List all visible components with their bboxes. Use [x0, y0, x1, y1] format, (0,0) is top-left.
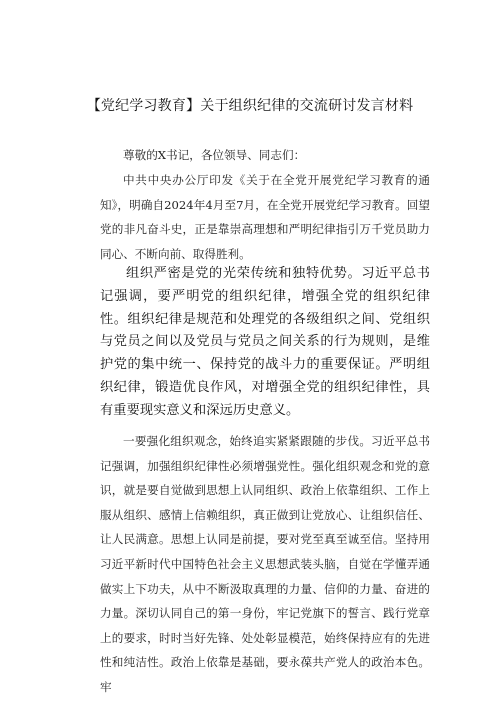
paragraph-notice: 中共中央办公厅印发《关于在全党开展党纪学习教育的通知》，明确自2024年4月至7月，在全党开展党纪学习教育。回望党的非凡奋斗史，正是靠崇高理想和严明纪律指引万千党员助力同心、不断向前、取得胜利。 — [100, 173, 430, 261]
salutation: 尊敬的X书记，各位领导、同志们： — [123, 148, 306, 162]
document-title: 【党纪学习教育】关于组织纪律的交流研讨发言材料 — [86, 98, 414, 114]
paragraph-organization-discipline: 组织严密是党的光荣传统和独特优势。习近平总书记强调，要严明党的组织纪律，增强全党的组织纪律性。组织纪律是规范和处理党的各级组织之间、党组织与党员之间以及党员与党员之间关系的行为规则，是维护党的集中统一、保持党的战斗力的重要保证。严明组织纪律，锻造优良作风，对增强全党的组织纪律性，具有重要现实意义和深远历史意义。 — [100, 266, 430, 418]
paragraph-organization-concept: 一要强化组织观念，始终追实紧紧跟随的步伐。习近平总书记强调，加强组织纪律性必须增强党性。强化组织观念和党的意识，就是要自觉做到思想上认同组织、政治上依靠组织、工作上服从组织、感情上信赖组织，真正做到让党放心、让组织信任、让人民满意。思想上认同是前提，要对党至真至诚至信。坚持用习近平新时代中国特色社会主义思想武装头脑，自觉在学懂弄通做实上下功夫，从中不断汲取真理的力量、信仰的力量、奋进的力量。深切认同自己的第一身份，牢记党旗下的誓言、践行党章上的要求，时时当好先锋、处处彰显模范，始终保持应有的先进性和纯洁性。政治上依靠是基础，要永葆共产党人的政治本色。牢 — [100, 434, 430, 694]
